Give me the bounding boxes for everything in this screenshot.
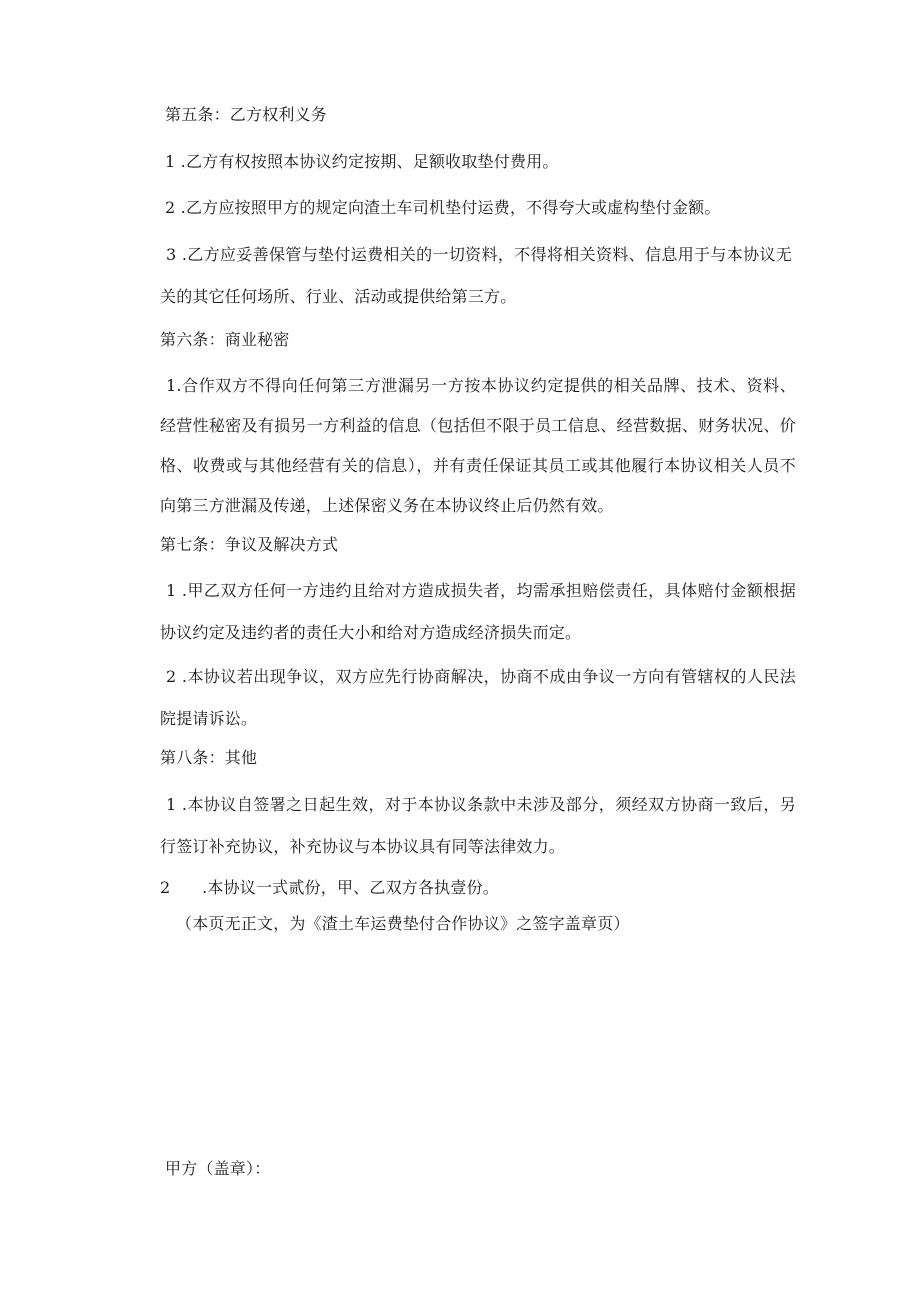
article6-title: 第六条：商业秘密	[160, 330, 290, 349]
article6-item-1: 1.合作双方不得向任何第三方泄漏另一方按本协议约定提供的相关品牌、技术、资料、经营性秘密及有损另一方利益的信息（包括但不限于员工信息、经营数据、财务状况、价格、收费或与其他经营有关的信息），并有责任保证其员工或其他履行本协议相关人员不向第三方泄漏及传递，上述保密义务在本协议终止后仍然有效。	[160, 376, 796, 515]
article5-item-2: 2 .乙方应按照甲方的规定向渣土车司机垫付运费，不得夸大或虚构垫付金额。	[165, 198, 721, 217]
article5-item-3: 3 .乙方应妥善保管与垫付运费相关的一切资料，不得将相关资料、信息用于与本协议无关的其它任何场所、行业、活动或提供给第三方。	[160, 245, 792, 306]
article8-title: 第八条：其他	[160, 748, 258, 767]
article5-item-1: 1 .乙方有权按照本协议约定按期、足额收取垫付费用。	[165, 152, 559, 171]
article8-item-1: 1 .本协议自签署之日起生效，对于本协议条款中未涉及部分，须经双方协商一致后，另行签订补充协议，补充协议与本协议具有同等法律效力。	[160, 795, 796, 856]
article5-title: 第五条：乙方权利义务	[165, 105, 328, 124]
article7-item-2: 2 .本协议若出现争议，双方应先行协商解决，协商不成由争议一方向有管辖权的人民法院提请诉讼。	[160, 667, 796, 728]
article7-title: 第七条：争议及解决方式	[160, 535, 339, 554]
article8-item-2: 2 .本协议一式贰份，甲、乙双方各执壹份。	[160, 878, 499, 897]
signature-page-note: （本页无正文，为《渣土车运费垫付合作协议》之签字盖章页）	[176, 914, 630, 933]
party-a-seal-label: 甲方（盖章）：	[165, 1159, 271, 1178]
article7-item-1: 1 .甲乙双方任何一方违约且给对方造成损失者，均需承担赔偿责任，具体赔付金额根据协议约定及违约者的责任大小和给对方造成经济损失而定。	[160, 581, 796, 642]
